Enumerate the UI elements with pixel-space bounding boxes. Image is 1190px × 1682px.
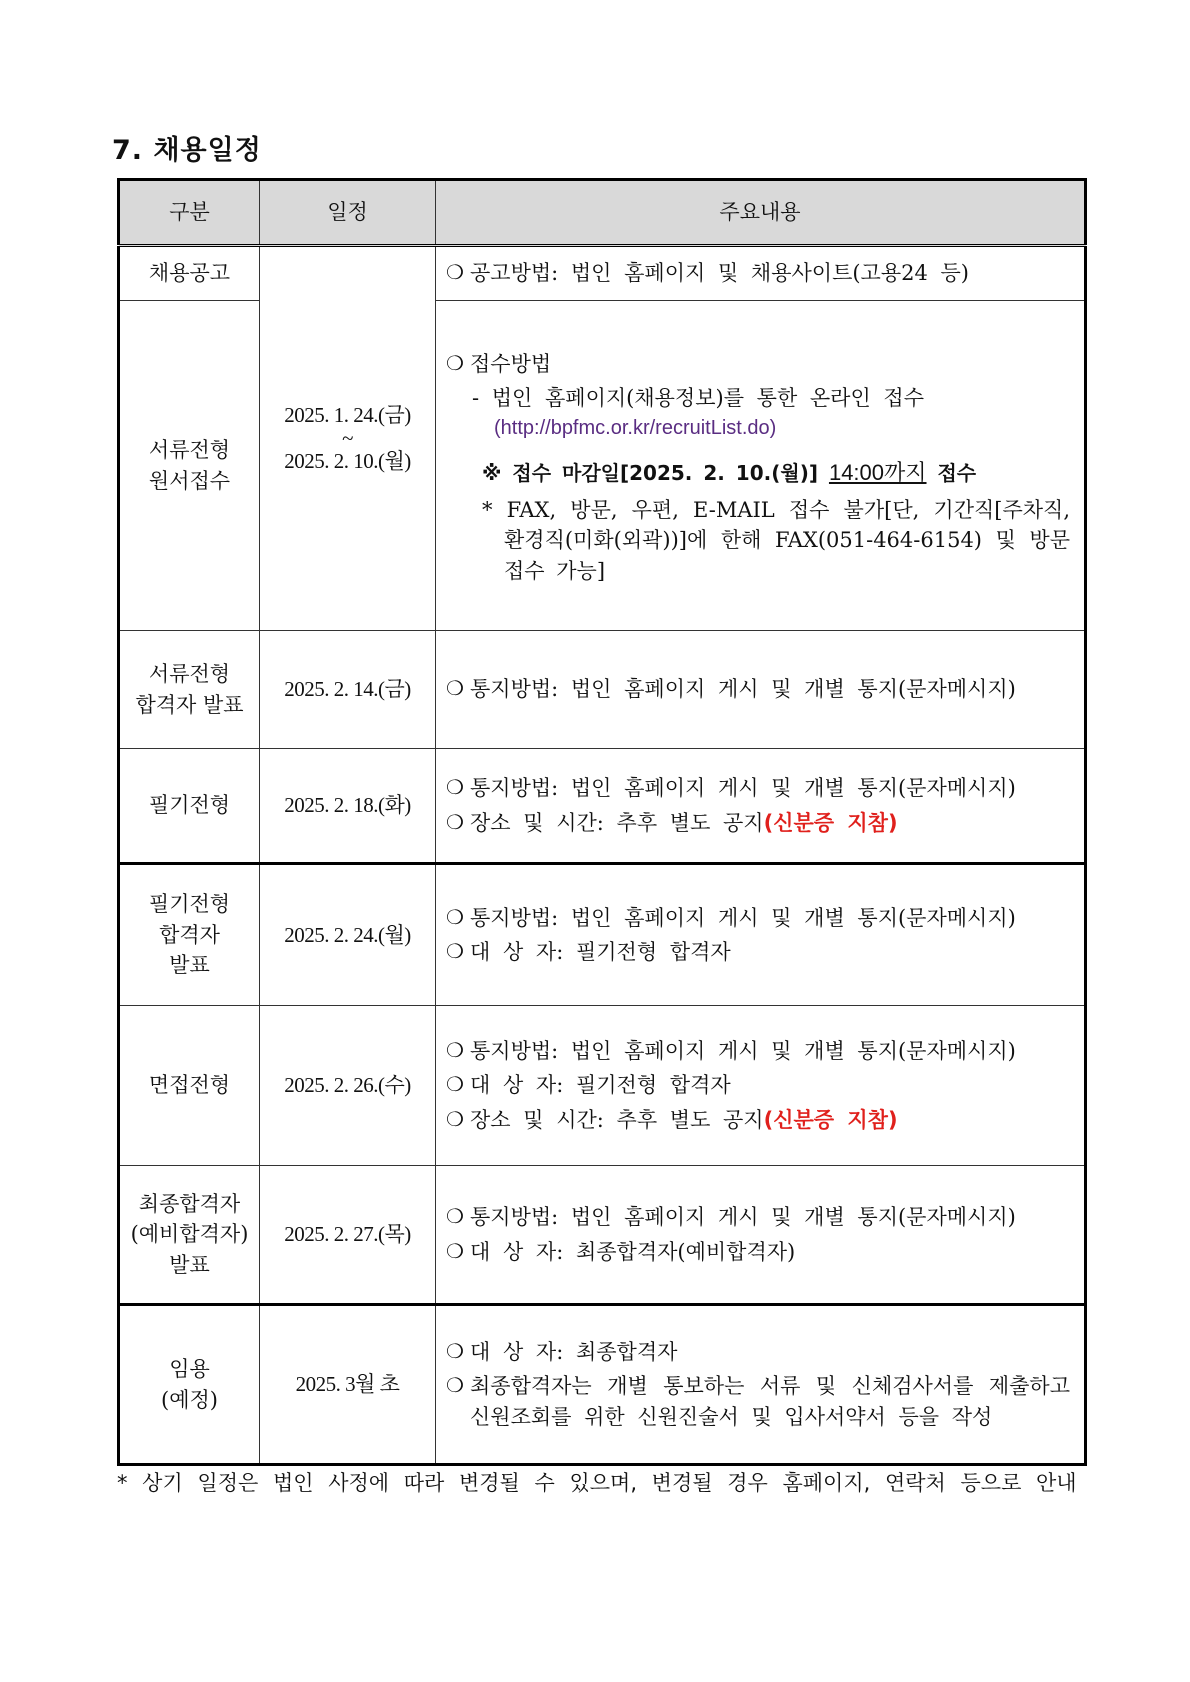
table-row: [119, 864, 1086, 1006]
bullet-icon: ❍: [446, 1238, 464, 1263]
row-date: 2025. 2. 14.(금): [260, 631, 436, 749]
row-date: 2025. 2. 24.(월): [260, 864, 436, 1006]
row-content: ❍ 통지방법: 법인 홈페이지 게시 및 개별 통지(문자메시지) ❍ 대 상 자: 필기전형 합격자 ❍ 장소 및 시간: 추후 별도 공지(신분증 지참): [436, 1006, 1086, 1166]
recruit-url: (http://bpfmc.or.kr/recruitList.do): [494, 416, 777, 439]
header-content: 주요내용: [436, 180, 1086, 246]
bullet-icon: ❍: [446, 1106, 464, 1131]
bullet-icon: ❍: [446, 1338, 464, 1363]
bullet-icon: ❍: [446, 1037, 464, 1062]
row-category: 서류전형 원서접수: [119, 301, 260, 631]
bullet-icon: ❍: [446, 260, 464, 285]
row-content: ❍ 통지방법: 법인 홈페이지 게시 및 개별 통지(문자메시지) ❍ 대 상 자: 최종합격자(예비합격자): [436, 1166, 1086, 1305]
table-row: [119, 1305, 1086, 1465]
table-row: [119, 631, 1086, 749]
row-content: ❍ 접수방법 - 법인 홈페이지(채용정보)를 통한 온라인 접수 (http://bpfmc.or.kr/recruitList.do) ※ 접수 마감일[2025. 2. 10.(월)] 14:00까지 접수 * FAX, 방문, 우편, E-MAIL 접수 불가[단, 기간직[주차직, 환경직(미화(외곽))]에 한해 FAX(051-464-6154) 및 방문 접수 가능]: [436, 301, 1086, 631]
row-category: 채용공고: [119, 246, 260, 301]
row-category: 임용 (예정): [119, 1305, 260, 1465]
bullet-icon: ❍: [446, 775, 464, 800]
header-category: 구분: [119, 180, 260, 246]
deadline-notice: ※ 접수 마감일[2025. 2. 10.(월)] 14:00까지 접수: [482, 459, 977, 485]
bullet-icon: ❍: [446, 939, 464, 963]
bullet-icon: ❍: [446, 676, 464, 701]
footnote: * 상기 일정은 법인 사정에 따라 변경될 수 있으며, 변경될 경우 홈페이지, 연락처 등으로 안내: [117, 1471, 1077, 1495]
table-header-row: [119, 180, 1086, 246]
row-date: 2025. 1. 24.(금) ~ 2025. 2. 10.(월): [260, 246, 436, 631]
application-note: * FAX, 방문, 우편, E-MAIL 접수 불가[단, 기간직[주차직, 환경직(미화(외곽))]에 한해 FAX(051-464-6154) 및 방문 접수 가능]: [482, 497, 1070, 583]
row-date: 2025. 3월 초: [260, 1305, 436, 1465]
row-date: 2025. 2. 26.(수): [260, 1006, 436, 1166]
table-row: [119, 749, 1086, 864]
schedule-table: [117, 178, 1087, 1466]
bullet-icon: ❍: [446, 1204, 464, 1229]
method-detail: - 법인 홈페이지(채용정보)를 통한 온라인 접수: [472, 386, 925, 411]
bullet-icon: ❍: [446, 350, 464, 375]
row-category: 면접전형: [119, 1006, 260, 1166]
row-content: ❍ 공고방법: 법인 홈페이지 및 채용사이트(고용24 등): [436, 246, 1086, 301]
table-row: [119, 1166, 1086, 1305]
row-date: 2025. 2. 18.(화): [260, 749, 436, 864]
section-title: 7. 채용일정: [112, 135, 262, 166]
row-content: ❍ 통지방법: 법인 홈페이지 게시 및 개별 통지(문자메시지) ❍ 대 상 자: 필기전형 합격자: [436, 864, 1086, 1006]
bullet-icon: ❍: [446, 1072, 464, 1097]
table-row: [119, 246, 1086, 301]
row-content: ❍ 대 상 자: 최종합격자 ❍ 최종합격자는 개별 통보하는 서류 및 신체검사서를 제출하고 신원조회를 위한 신원진술서 및 입사서약서 등을 작성: [436, 1305, 1086, 1465]
bullet-icon: ❍: [446, 1373, 464, 1398]
id-required-note: (신분증 지참): [763, 1107, 898, 1132]
row-content: ❍ 통지방법: 법인 홈페이지 게시 및 개별 통지(문자메시지): [436, 631, 1086, 749]
row-category: 필기전형: [119, 749, 260, 864]
row-content: ❍ 통지방법: 법인 홈페이지 게시 및 개별 통지(문자메시지) ❍ 장소 및 시간: 추후 별도 공지(신분증 지참): [436, 749, 1086, 864]
row-category: 필기전형 합격자 발표: [119, 864, 260, 1006]
row-category: 서류전형 합격자 발표: [119, 631, 260, 749]
id-required-note: (신분증 지참): [763, 810, 898, 835]
header-date: 일정: [260, 180, 436, 246]
bullet-icon: ❍: [446, 809, 464, 834]
bullet-icon: ❍: [446, 904, 464, 929]
row-date: 2025. 2. 27.(목): [260, 1166, 436, 1305]
row-category: 최종합격자 (예비합격자) 발표: [119, 1166, 260, 1305]
table-row: [119, 1006, 1086, 1166]
